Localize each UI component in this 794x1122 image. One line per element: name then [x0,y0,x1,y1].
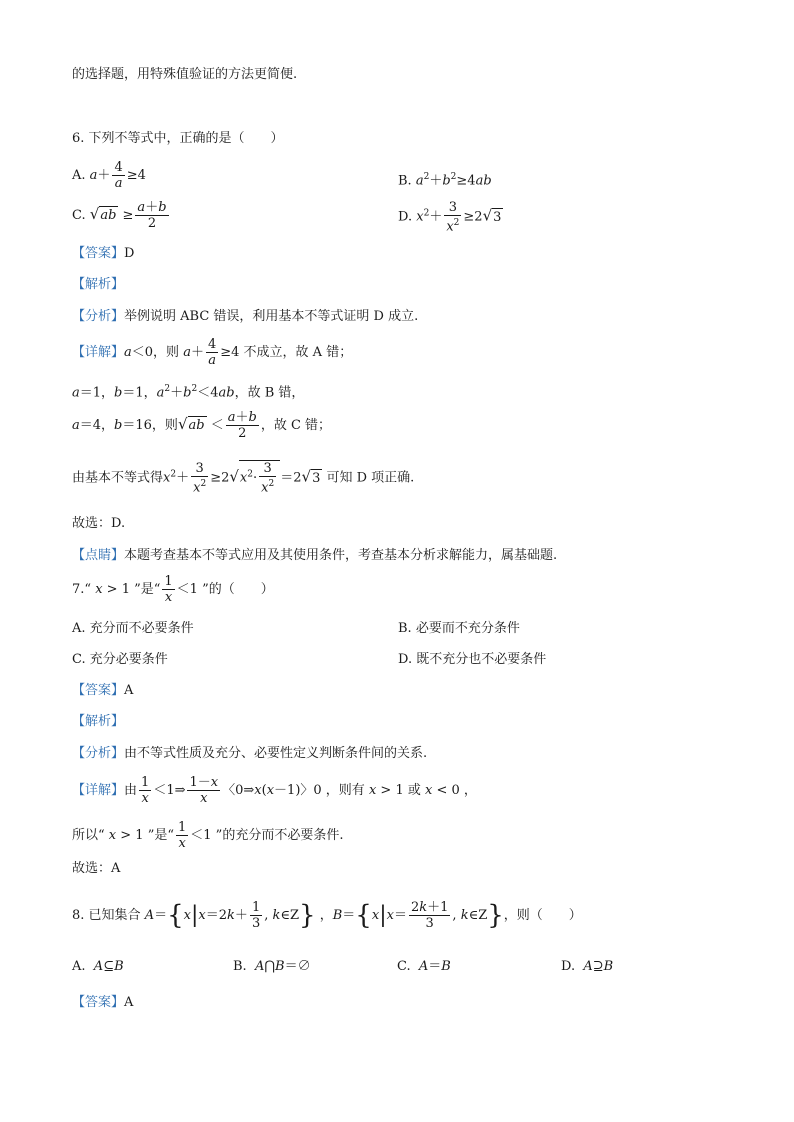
q8-option-a: A. A⊆B [72,959,124,974]
q7-option-b: B. 必要而不充分条件 [398,621,520,636]
q6-stem: 6. 下列不等式中，正确的是（ ） [72,131,284,146]
q6-dianjing: 【点睛】本题考查基本不等式应用及其使用条件，考查基本分析求解能力，属基础题. [72,548,558,563]
q8-answer: 【答案】A [72,995,134,1010]
q6-answer: 【答案】D [72,246,135,261]
q6-fenxi: 【分析】举例说明 ABC 错误，利用基本不等式证明 D 成立. [72,309,419,324]
q7-stem: 7.“ x > 1 ”是“ $\frac{1}{x}$ ＜1 ”的（ ） [72,574,274,605]
q6-conclusion: 故选：D. [72,516,126,531]
q6-detail-1: 【详解】a＜0，则 a＋ $\frac{4}{a}$ ≥4 不成立，故 A 错； [72,337,353,368]
q6-option-d: D. $x^2+$ $\frac{3}{x^2}$ ≥2√3 [398,200,502,235]
q7-option-d: D. 既不充分也不必要条件 [398,652,547,667]
q8-option-d: D. A⊇B [561,959,614,974]
q8-option-b: B. A⋂B＝∅ [233,959,311,974]
q7-option-c: C. 充分必要条件 [72,652,168,667]
q6-detail-4: 由基本不等式得$x^2+$ $\frac{3}{x^2}$ $\ge 2√x^2\cdot$ $\frac{3}{x^2}$ ＝2√3 可知 D 项正确. [72,461,415,496]
q7-detail-1: 【详解】由 $\frac{1}{x}$ ＜1⇒ $\frac{1-x}{x}$ 〈0⇒x(x－1)〉0 ，则有 x > 1 或 x < 0 ， [72,775,477,806]
q6-option-b: B. $a^2+b^2\ge 4ab$ [398,172,492,189]
q7-detail-2: 所以“ x > 1 ”是“ $\frac{1}{x}$ ＜1 ”的充分而不必要条件. [72,820,344,851]
q7-analysis-label: 【解析】 [72,714,125,729]
q6-option-c: C. √ab ≥ $\frac{a+b}{2}$ [72,200,167,231]
q7-conclusion: 故选：A [72,861,121,876]
q6-detail-3: a＝4，b＝16，则√ab ＜ $\frac{a+b}{2}$ ，故 C 错； [72,410,332,441]
q7-fenxi: 【分析】由不等式性质及充分、必要性定义判断条件间的关系. [72,746,428,761]
q8-stem: 8. 已知集合 A＝{x|x＝2k＋ $\frac{1}{3}$ , k∈Z} ，B＝{x|x＝ $\frac{2k+1}{3}$ , k∈Z}，则（ ） [72,900,582,931]
q6-analysis-label: 【解析】 [72,277,125,292]
q6-detail-2: a＝1，b＝1，$a^2+b^2<4ab$，故 B 错， [72,384,305,401]
q8-option-c: C. A＝B [397,959,451,974]
q7-option-a: A. 充分而不必要条件 [72,621,194,636]
intro-text: 的选择题，用特殊值验证的方法更简便. [72,67,298,82]
q6-option-a: A. a＋ $\frac{4}{a}$ ≥4 [72,160,146,191]
q7-answer: 【答案】A [72,683,134,698]
